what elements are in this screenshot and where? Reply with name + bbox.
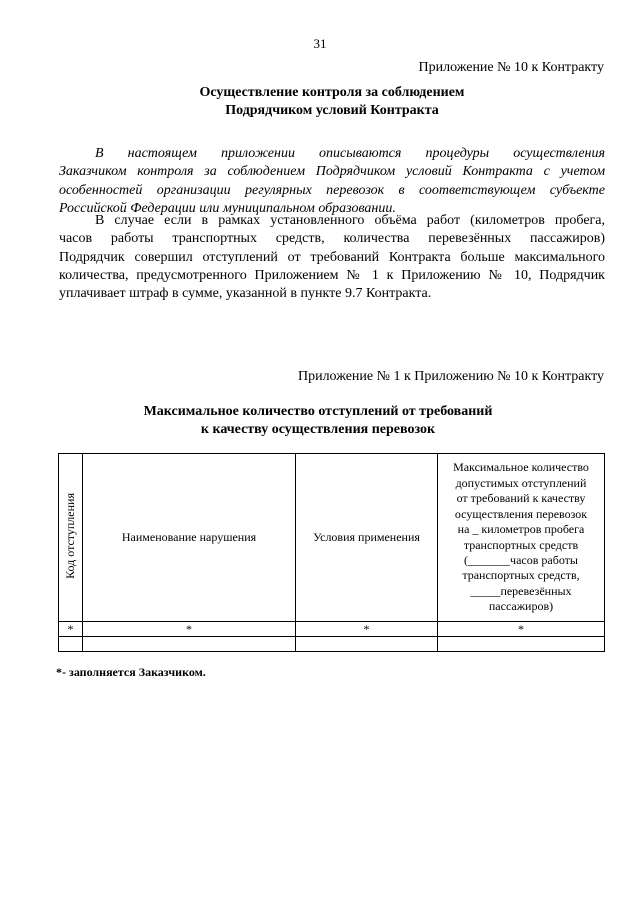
table-heading-line-1: Максимальное количество отступлений от требований: [143, 404, 493, 419]
sub-appendix-reference: Приложение № 1 к Приложению № 10 к Контракту: [297, 369, 604, 384]
name-column-header: Наименование нарушения: [83, 454, 296, 622]
section-heading-line-1: Осуществление контроля за соблюдением: [199, 85, 465, 100]
table-header-row: [59, 454, 605, 622]
table-heading-line-2: к качеству осуществления перевозок: [200, 422, 436, 437]
intro-line-1: В настоящем приложении описываются процедуры осуществления: [95, 146, 605, 161]
penalty-paragraph: [59, 212, 605, 303]
penalty-line-2: часов работы транспортных средств, количества перевезённых пассажиров): [59, 231, 605, 247]
table-cell: [296, 637, 438, 652]
penalty-line-3: Подрядчик совершил отступлений от требований Контракта больше максимального: [59, 249, 605, 265]
intro-paragraph: [59, 145, 605, 218]
penalty-line-4: количества, предусмотренного Приложением № 1 к Приложению № 10, Подрядчик: [59, 267, 605, 283]
intro-line-3: особенностей организации регулярных перевозок в соответствующем субъекте: [59, 182, 605, 198]
penalty-line-5: уплачивает штраф в сумме, указанной в пункте 9.7 Контракта.: [59, 286, 432, 302]
table-row: [59, 637, 605, 652]
intro-line-4: Российской Федерации или муниципальном образовании.: [59, 200, 396, 216]
code-column-header: Код отступления: [59, 454, 83, 622]
appendix-reference: Приложение № 10 к Контракту: [418, 60, 604, 75]
intro-line-2: Заказчиком контроля за соблюдением Подрядчиком условий Контракта с учетом: [59, 164, 605, 180]
page-number: 31: [313, 36, 327, 51]
table-cell: [59, 637, 83, 652]
table-heading: [0, 403, 640, 439]
conditions-column-header: Условия применения: [296, 454, 438, 622]
table-cell: *: [59, 622, 83, 637]
violations-table: [58, 453, 605, 652]
table-row: [59, 622, 605, 637]
table-cell: [83, 637, 296, 652]
footnote: *- заполняется Заказчиком.: [56, 665, 206, 679]
max-count-column-header: Максимальное количество допустимых отступлений от требований к качеству осуществления перевозок на _ километров пробега транспортных средств (_______часов работы транспортных средств, _____перевезённых пассажиров): [438, 454, 605, 622]
penalty-line-1: В случае если в рамках установленного объёма работ (километров пробега,: [95, 213, 605, 228]
table-cell: *: [438, 622, 605, 637]
section-heading: [0, 84, 640, 120]
table-cell: [438, 637, 605, 652]
table-cell: *: [296, 622, 438, 637]
section-heading-line-2: Подрядчиком условий Контракта: [225, 103, 439, 118]
table-cell: *: [83, 622, 296, 637]
